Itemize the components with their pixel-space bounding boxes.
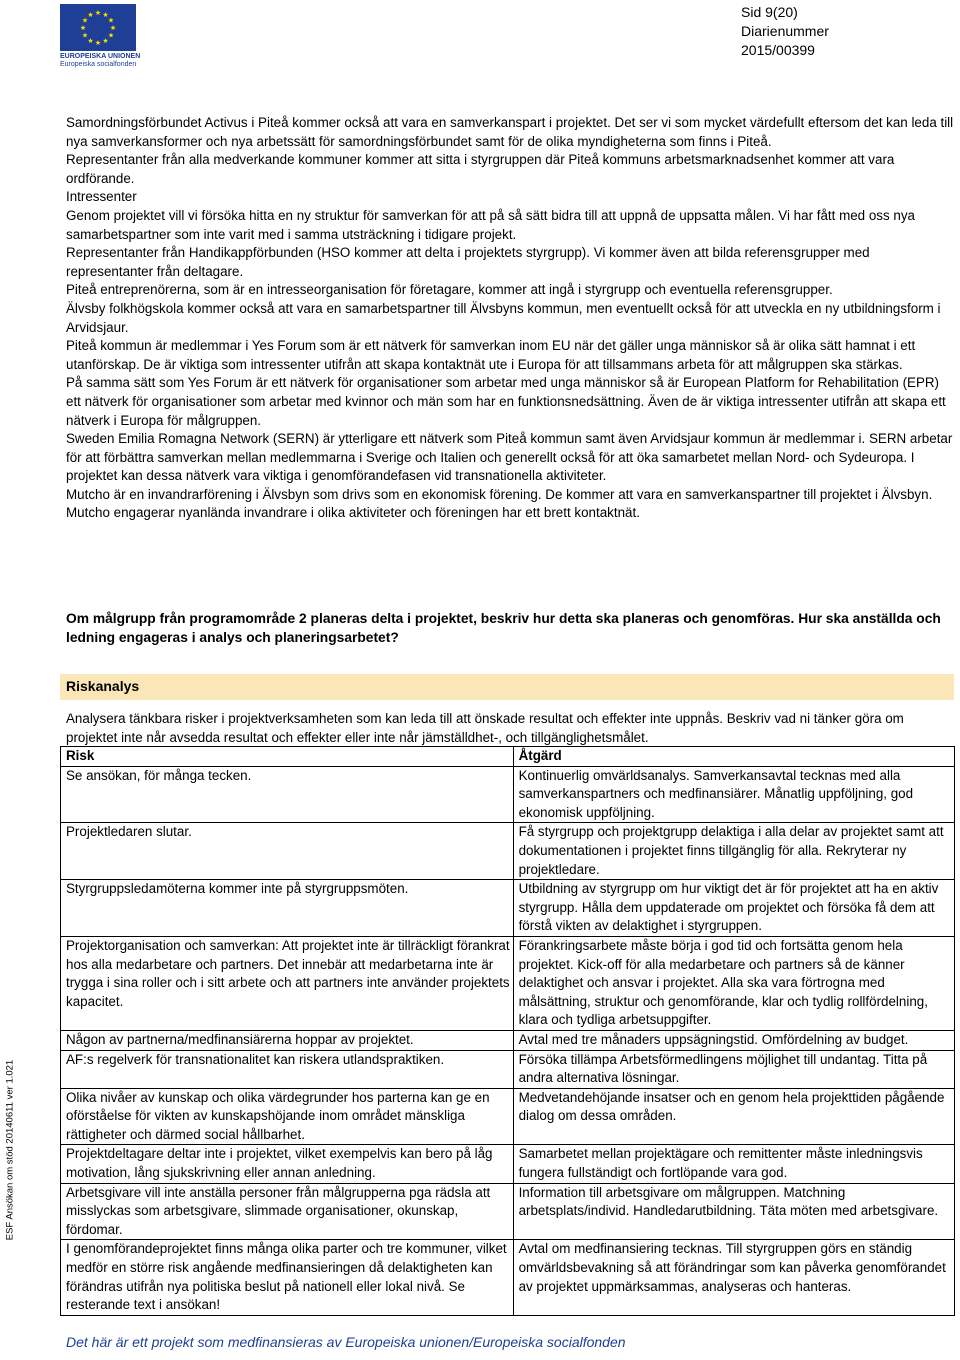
risk-cell: AF:s regelverk för transnationalitet kan riskera utlandspraktiken.	[61, 1050, 514, 1088]
risk-cell: I genomförandeprojektet finns många olika parter och tre kommuner, vilket medför en större risk angående medfinansieringen då delaktigheten kan förändras utifrån nya politiska beslut på nationell eller lokal nivå. Se resterande text i ansökan!	[61, 1240, 514, 1315]
paragraph: Piteå entreprenörerna, som är en intresseorganisation för företagare, kommer att ingå i styrgrupp och eventuella referensgrupper.	[66, 282, 833, 298]
table-row	[61, 823, 955, 880]
risk-cell: Projektdeltagare deltar inte i projektet, vilket exempelvis kan bero på låg motivation, lång sjukskrivning eller annan anledning.	[61, 1145, 514, 1183]
eu-star-icon: ★	[79, 25, 87, 32]
eu-flag-icon	[60, 4, 136, 51]
action-cell: Samarbetet mellan projektägare och remittenter måste inledningsvis fungera fullständigt och fortlöpande vara god.	[513, 1145, 954, 1183]
risk-cell: Se ansökan, för många tecken.	[61, 766, 514, 823]
paragraph: Samordningsförbundet Activus i Piteå kommer också att vara en samverkanspart i projektet. Det ser vi som mycket värdefullt eftersom det kan leda till nya samverkansformer och nya arbetssätt för samordningsförbundet samt för de olika myndigheterna som finns i Piteå.	[66, 115, 954, 149]
eu-logo-line2: Europeiska socialfonden	[60, 61, 137, 68]
diarienummer-value: 2015/00399	[741, 42, 815, 58]
paragraph: Genom projektet vill vi försöka hitta en ny struktur för samverkan för att på så sätt bidra till att uppnå de uppsatta målen. Vi har fått med oss nya samarbetspartner som inte varit med i samma utsträckning i tidigare projekt.	[66, 207, 915, 242]
riskanalys-heading: Riskanalys	[66, 678, 140, 694]
action-cell: Avtal med tre månaders uppsägningstid. Omfördelning av budget.	[513, 1030, 954, 1050]
eu-star-icon: ★	[81, 17, 89, 25]
eu-star-icon: ★	[107, 32, 115, 40]
eu-star-icon: ★	[94, 40, 102, 47]
risk-cell: Arbetsgivare vill inte anställa personer från målgrupperna pga rädsla att misslyckas som arbetsgivare, slimmade organisationer, okunskap, fördomar.	[61, 1183, 514, 1240]
question-heading: Om målgrupp från programområde 2 planeras delta i projektet, beskriv hur detta ska planeras och genomföras. Hur ska anställda och ledning engageras i analys och planeringsarbetet?	[66, 611, 941, 645]
action-cell: Få styrgrupp och projektgrupp delaktiga i alla delar av projektet samt att dokumentationen i projektet finns tillgänglig för alla. Rekryterar ny projektledare.	[513, 823, 954, 880]
risk-cell: Projektorganisation och samverkan: Att projektet inte är tillräckligt förankrat hos alla medarbetare och partners. Det innebär att medarbetarna inte är trygga i sina roller och i sitt arbete och att partners inte använder projektets kapacitet.	[61, 936, 514, 1030]
action-cell: Information till arbetsgivare om målgruppen. Matchning arbetsplats/individ. Handledarutbildning. Täta möten med arbetsgivare.	[513, 1183, 954, 1240]
action-cell: Medvetandehöjande insatser och en genom hela projekttiden pågående dialog om dessa områden.	[513, 1088, 954, 1145]
side-version-label	[0, 1030, 20, 1270]
table-row	[61, 936, 955, 1030]
eu-logo	[60, 4, 141, 69]
action-cell: Förankringsarbete måste börja i god tid och fortsätta genom hela projektet. Kick-off för alla medarbetare och partners så de känner delaktighet och ansvar i projektet. Alla ska vara förtrogna med målsättning, struktur och genomförande, klar och tydlig rollfördelning, klara och tydliga arbetsuppgifter.	[513, 936, 954, 1030]
riskanalys-section-band	[60, 674, 954, 700]
action-cell: Avtal om medfinansiering tecknas. Till styrgruppen görs en ständig omvärldsbevakning så att förändringar som kan påverka genomförandet av projektet uppmärksammas, analyseras och hanteras.	[513, 1240, 954, 1315]
side-version-text: ESF Ansökan om stöd 20140611 ver 1.021	[4, 1059, 16, 1241]
paragraph: På samma sätt som Yes Forum är ett nätverk för organisationer som arbetar med unga människor så är European Platform for Rehabilitation (EPR) ett nätverk för organisationer som arbetar med kvinnor och män som har en funktionsnedsättning. Även de är viktiga intressenter utifrån att skapa ett nätverk i Europa för målgruppen.	[66, 375, 946, 428]
eu-star-icon: ★	[109, 25, 117, 32]
paragraph: Representanter från Handikappförbunden (HSO kommer att delta i projektets styrgrupp). Vi kommer även att bilda referensgrupper med representanter från deltagare.	[66, 245, 870, 279]
table-row	[61, 766, 955, 823]
eu-star-icon: ★	[102, 37, 109, 45]
paragraph: Älvsby folkhögskola kommer också att vara en samarbetspartner till Älvsbyns kommun, men eventuellt också för att utveckla en ny utbildningsform i Arvidsjaur.	[66, 300, 941, 335]
eu-star-icon: ★	[107, 17, 115, 25]
paragraph: Sweden Emilia Romagna Network (SERN) är ytterligare ett nätverk som Piteå kommun samt även Arvidsjaur kommun är medlemmar i. SERN arbetar för att förbättra samverkan mellan medlemmarna i Sverige och Italien och generellt också för att öka samarbetet mellan Nord- och Sydeuropa. I projektet kan dessa nätverk vara viktiga i genomförandefasen vid transnationella aktiviteter.	[66, 431, 953, 484]
eu-star-icon: ★	[87, 12, 94, 20]
risk-cell: Projektledaren slutar.	[61, 823, 514, 880]
eu-star-icon: ★	[102, 12, 109, 20]
table-row	[61, 1030, 955, 1050]
table-row	[61, 1183, 955, 1240]
table-row	[61, 1050, 955, 1088]
risk-cell: Någon av partnerna/medfinansiärerna hoppar av projektet.	[61, 1030, 514, 1050]
table-row	[61, 1240, 955, 1315]
eu-logo-line1: EUROPEISKA UNIONEN	[60, 53, 141, 60]
action-cell: Utbildning av styrgrupp om hur viktigt det är för projektet att ha en aktiv styrgrupp. Hålla dem uppdaterade om projektet och försöka få dem att förstå vikten av delaktighet i styrgruppen.	[513, 880, 954, 937]
paragraph: Intressenter	[66, 189, 137, 205]
table-row	[61, 880, 955, 937]
risk-cell: Olika nivåer av kunskap och olika värdegrunder hos parterna kan ge en oförståelse för vikten av kunskapshöjande inom området mänskliga rättigheter och därmed social hållbarhet.	[61, 1088, 514, 1145]
footer-text: Det här är ett projekt som medfinansieras av Europeiska unionen/Europeiska socialfonden	[66, 1334, 626, 1350]
eu-star-icon: ★	[94, 10, 102, 17]
page-number: Sid 9(20)	[741, 4, 798, 20]
action-cell: Försöka tillämpa Arbetsförmedlingens möjlighet till undantag. Titta på andra alternativa lösningar.	[513, 1050, 954, 1088]
riskanalys-intro: Analysera tänkbara risker i projektverksamheten som kan leda till att önskade resultat och effekter inte uppnås. Beskriv vad ni tänker göra om projektet inte når avsedda resultat och effekter eller inte når jämställdhet-, och tillgänglighetsmålet.	[66, 711, 904, 745]
paragraph: Piteå kommun är medlemmar i Yes Forum som är ett nätverk för samverkan inom EU när det gäller unga människor så är olika sätt hamnat i ett utanförskap. De är viktiga som intressenter utifrån att skapa kontaktnät ute i Europa för att tillsammans arbeta för att målgruppen ska stärkas.	[66, 338, 916, 372]
page-header	[741, 4, 829, 61]
risk-table	[60, 746, 955, 1316]
risk-cell: Styrgruppsledamöterna kommer inte på styrgruppsmöten.	[61, 880, 514, 937]
table-row	[61, 1088, 955, 1145]
table-header-row	[61, 747, 955, 767]
risk-column-header: Risk	[61, 747, 514, 767]
paragraph: Mutcho är en invandrarförening i Älvsbyn som drivs som en ekonomisk förening. De kommer att vara en samverkanspartner till projektet i Älvsbyn. Mutcho engagerar nyanlända invandrare i olika aktiviteter och föreningen har ett brett kontaktnät.	[66, 486, 933, 521]
action-column-header: Åtgärd	[513, 747, 954, 767]
eu-logo-text	[60, 53, 141, 69]
eu-star-icon: ★	[87, 37, 94, 45]
eu-star-icon: ★	[81, 32, 89, 40]
action-cell: Kontinuerlig omvärldsanalys. Samverkansavtal tecknas med alla samverkanspartners och medfinansiärer. Månatlig uppföljning, god ekonomisk uppföljning.	[513, 766, 954, 823]
body-text	[66, 114, 956, 523]
diarienummer-label: Diarienummer	[741, 23, 829, 39]
table-row	[61, 1145, 955, 1183]
paragraph: Representanter från alla medverkande kommuner kommer att sitta i styrgruppen där Piteå kommuns arbetsmarknadsenhet kommer att vara ordförande.	[66, 152, 895, 186]
